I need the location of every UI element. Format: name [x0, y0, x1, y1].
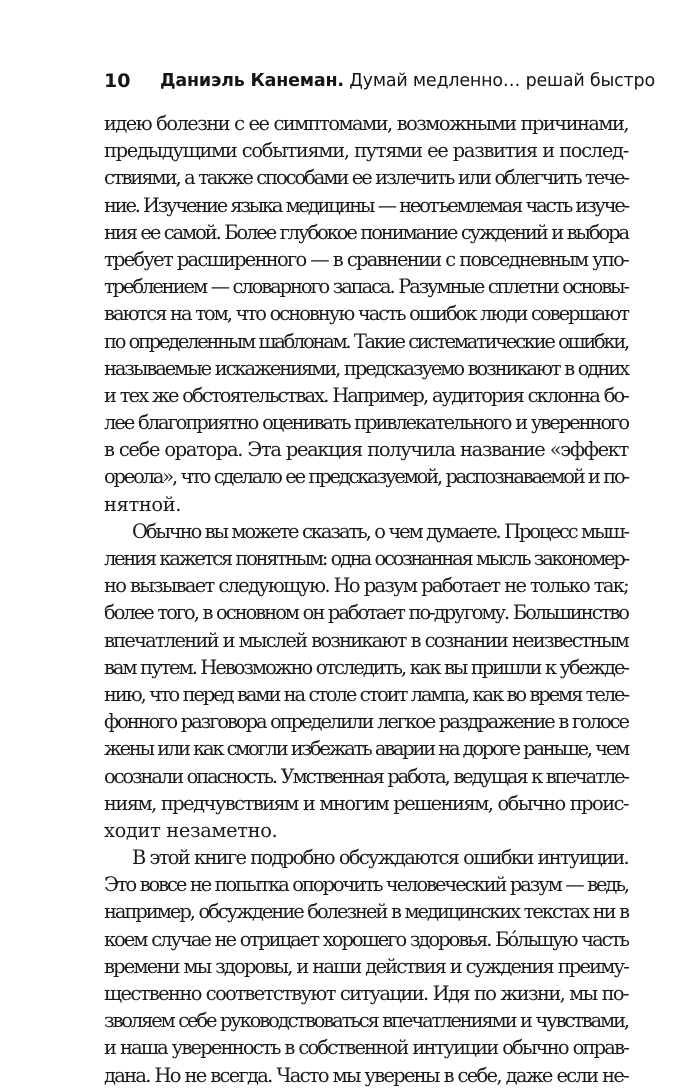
body-text: [104, 110, 628, 1089]
text-line: времени мы здоровы, и наши действия и суждения преиму-: [104, 954, 628, 978]
text-line: Обычно вы можете сказать, о чем думаете. Процесс мыш-: [132, 519, 628, 543]
text-line: щественно соответствуют ситуации. Идя по жизни, мы по-: [104, 982, 628, 1005]
text-line: идею болезни с ее симптомами, возможными причинами,: [104, 112, 628, 135]
text-line: нию, что перед вами на столе стоит лампа, как во время теле-: [104, 682, 628, 706]
text-line: треблением — словарного запаса. Разумные сплетни основы-: [104, 275, 628, 299]
text-line: нятной.: [104, 492, 182, 516]
text-line: более того, в основном он работает по-другому. Большинство: [104, 601, 628, 625]
text-line: ходит незаметно.: [104, 818, 278, 842]
text-line: Это вовсе не попытка опорочить человеческий разум — ведь,: [104, 873, 628, 897]
paragraph-2: [104, 518, 628, 844]
text-line: например, обсуждение болезней в медицинских текстах ни в: [104, 900, 628, 924]
running-title: [160, 71, 655, 91]
text-line: ореола», что сделало ее предсказуемой, распознаваемой и по-: [104, 465, 628, 489]
text-line: В этой книге подробно обсуждаются ошибки интуиции.: [132, 846, 628, 870]
text-line: ствиями, а также способами ее излечить или облегчить тече-: [104, 166, 628, 190]
text-line: жены или как смогли избежать аварии на дороге раньше, чем: [104, 737, 628, 761]
text-line: ние. Изучение языка медицины — неотъемлемая часть изуче-: [104, 193, 628, 217]
text-line: ния ее самой. Более глубокое понимание суждений и выбора: [104, 220, 628, 244]
text-line: называемые искажениями, предсказуемо возникают в одних: [104, 356, 628, 380]
running-header: [104, 68, 655, 98]
text-line: дана. Но не всегда. Часто мы уверены в себе, даже если не-: [104, 1063, 628, 1087]
text-line: вам путем. Невозможно отследить, как вы пришли к убежде-: [104, 655, 628, 679]
paragraph-3: [104, 844, 628, 1089]
header-author: Даниэль Канеман.: [160, 71, 344, 91]
text-line: ления кажется понятным: одна осознанная мысль закономер-: [104, 547, 628, 570]
text-line: и наша уверенность в собственной интуиции обычно оправ-: [104, 1036, 628, 1060]
paragraph-1: [104, 110, 628, 518]
text-line: но вызывает следующую. Но разум работает не только так;: [104, 574, 628, 598]
text-line: коем случае не отрицает хорошего здоровья. Бóльшую часть: [104, 927, 628, 951]
text-line: впечатлений и мыслей возникают в сознании неизвестным: [104, 628, 628, 652]
text-line: ваются на том, что основную часть ошибок люди совершают: [104, 302, 628, 326]
text-line: по определенным шаблонам. Такие систематические ошибки,: [104, 329, 628, 353]
text-line: и тех же обстоятельствах. Например, аудитория склонна бо-: [104, 383, 628, 407]
text-line: требует расширенного — в сравнении с повседневным упо-: [104, 247, 628, 271]
text-line: в себе оратора. Эта реакция получила название «эффект: [104, 438, 628, 462]
text-line: осознали опасность. Умственная работа, ведущая к впечатле-: [104, 764, 628, 788]
text-line: ниям, предчувствиям и многим решениям, обычно проис-: [104, 791, 628, 815]
header-book-title: Думай медленно… решай быстро: [349, 71, 655, 91]
page-number: 10: [104, 70, 131, 92]
text-line: фонного разговора определили легкое раздражение в голосе: [104, 710, 628, 734]
text-line: лее благоприятно оценивать привлекательного и уверенного: [104, 411, 628, 435]
text-line: предыдущими событиями, путями ее развития и послед-: [104, 139, 628, 163]
text-line: зволяем себе руководствоваться впечатлениями и чувствами,: [104, 1009, 628, 1033]
